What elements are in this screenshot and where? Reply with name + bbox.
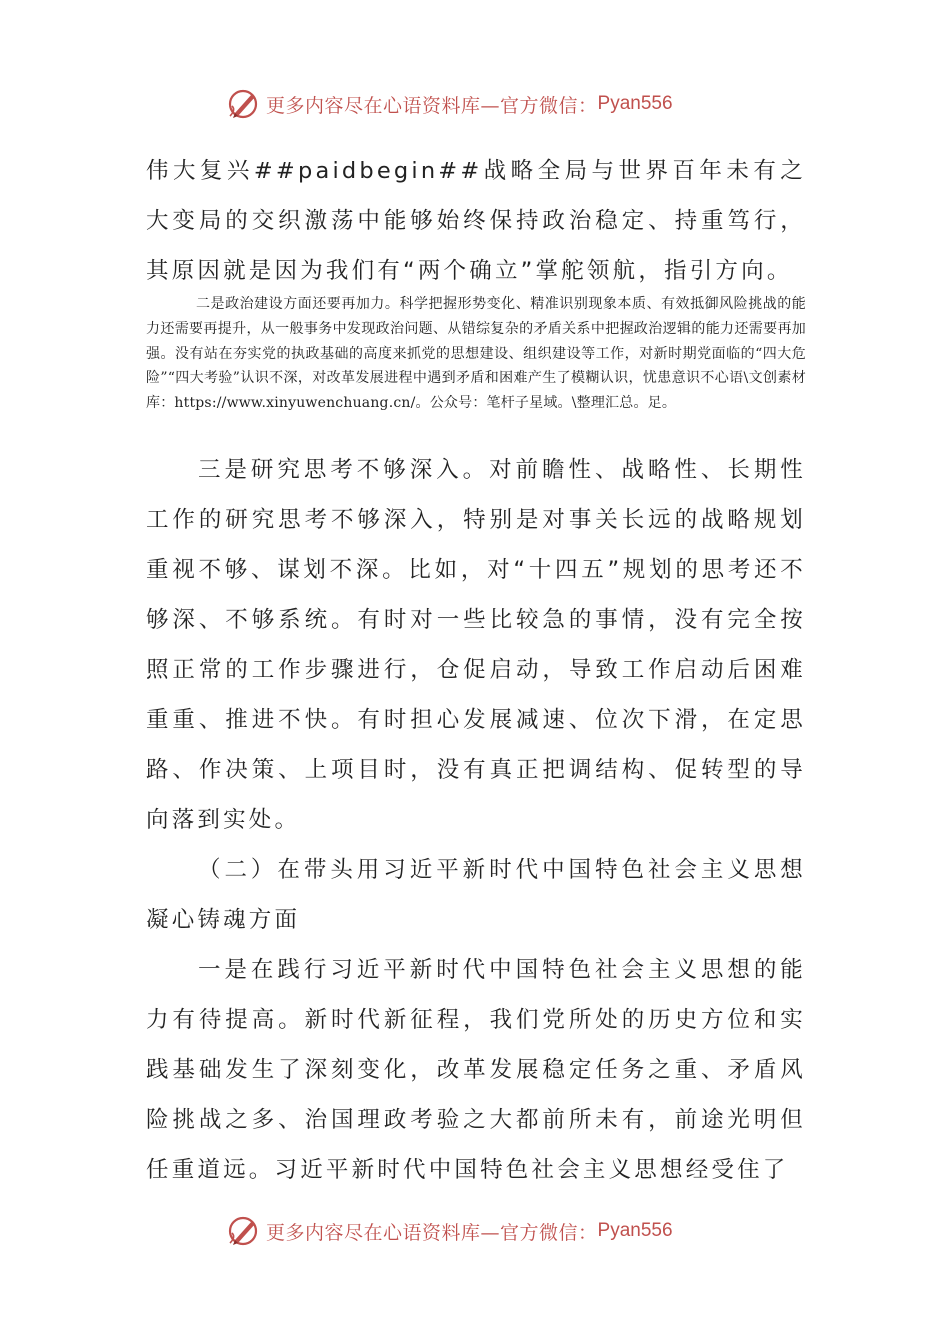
paragraph-continuation: 伟大复兴##paidbegin##战略全局与世界百年未有之大变局的交织激荡中能够始终保持政治稳定、持重笃行，其原因就是因为我们有“两个确立”掌舵领航，指引方向。 xyxy=(146,158,806,284)
section-heading: （二）在带头用习近平新时代中国特色社会主义思想凝心铸魂方面 xyxy=(146,857,806,933)
body-block-small xyxy=(146,292,806,416)
footer-banner xyxy=(226,1211,673,1251)
paragraph-political-building: 二是政治建设方面还要再加力。科学把握形势变化、精准识别现象本质、有效抵御风险挑战的能力还需要再提升，从一般事务中发现政治问题、从错综复杂的矛盾关系中把握政治逻辑的能力还需要再加强。没有站在夯实党的执政基础的高度来抓党的思想建设、组织建设等工作，对新时期党面临的“四大危险”“四大考验”认识不深，对改革发展进程中遇到矛盾和困难产生了模糊认识，忧患意识不心语\文创素材库：https://www.xinyuwenchuang.cn/。公众号：笔杆子星域。\整理汇总。足。 xyxy=(146,296,806,412)
body-block-2 xyxy=(146,445,806,1195)
paragraph-research: 三是研究思考不够深入。对前瞻性、战略性、长期性工作的研究思考不够深入，特别是对事关长远的战略规划重视不够、谋划不深。比如，对“十四五”规划的思考还不够深、不够系统。有时对一些比较急的事情，没有完全按照正常的工作步骤进行，仓促启动，导致工作启动后困难重重、推进不快。有时担心发展减速、位次下滑，在定思路、作决策、上项目时，没有真正把调结构、促转型的导向落到实处。 xyxy=(146,457,806,833)
header-banner xyxy=(226,84,673,124)
pen-logo-icon xyxy=(226,1213,262,1249)
pen-logo-icon xyxy=(226,86,262,122)
banner-wechat-id: Pyan556 xyxy=(597,1220,673,1241)
banner-text: 更多内容尽在心语资料库—官方微信： xyxy=(266,1221,598,1244)
body-block-1 xyxy=(146,146,806,296)
banner-wechat-id: Pyan556 xyxy=(597,93,673,114)
banner-text: 更多内容尽在心语资料库—官方微信： xyxy=(266,94,598,117)
paragraph-practice: 一是在践行习近平新时代中国特色社会主义思想的能力有待提高。新时代新征程，我们党所处的历史方位和实践基础发生了深刻变化，改革发展稳定任务之重、矛盾风险挑战之多、治国理政考验之大都前所未有，前途光明但任重道远。习近平新时代中国特色社会主义思想经受住了 xyxy=(146,957,806,1183)
